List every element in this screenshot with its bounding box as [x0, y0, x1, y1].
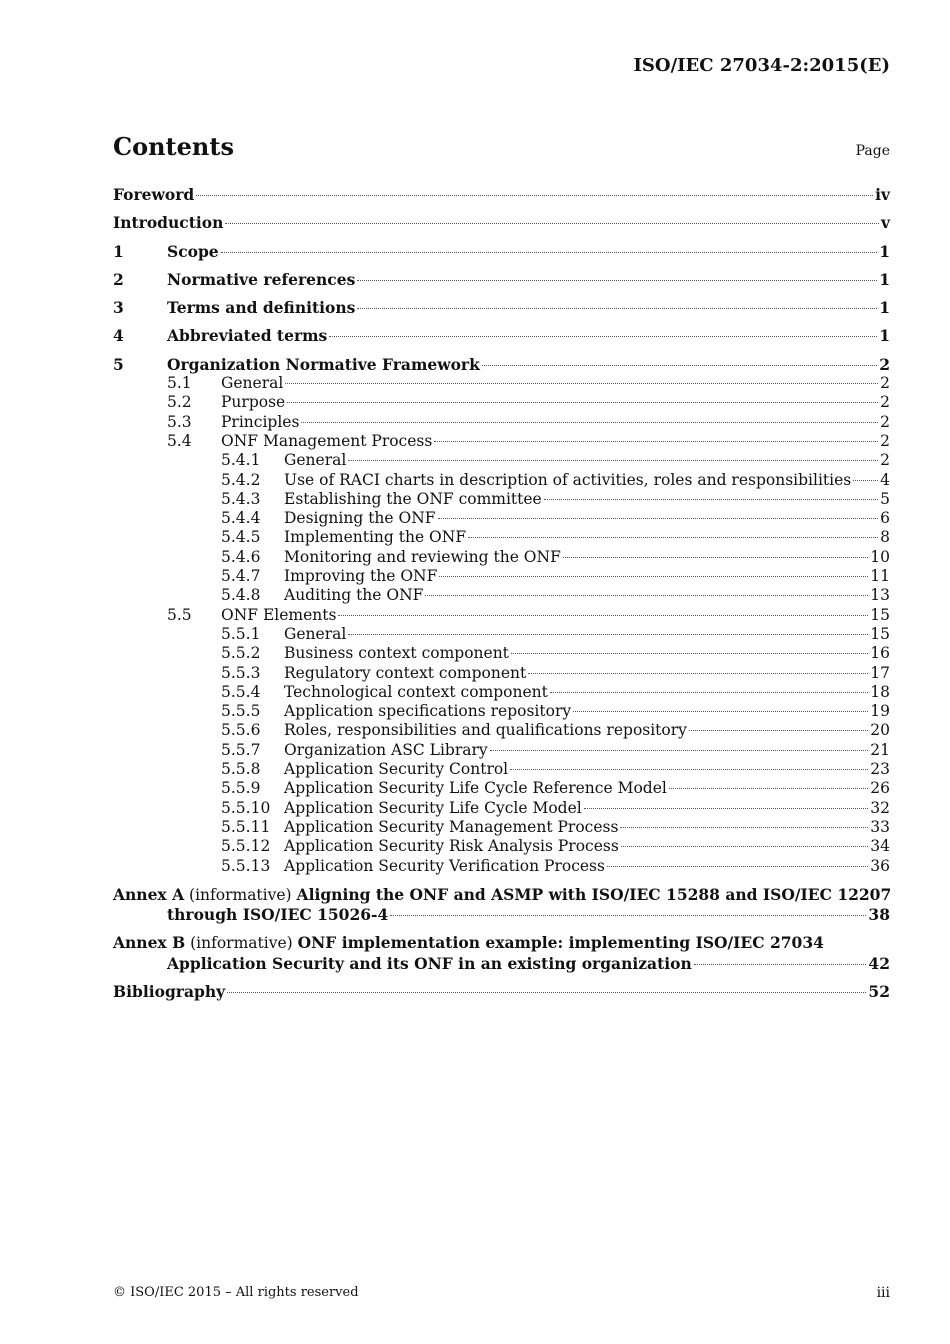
toc-entry-annex-a[interactable]: Annex A (informative) Aligning the ONF and ASMP with ISO/IEC 15288 and ISO/IEC 12207 through ISO/IEC 15026-4 38 [113, 884, 892, 925]
subclause-list [113, 374, 890, 876]
toc-entry-introduction[interactable]: Introduction v [113, 213, 890, 233]
toc-entry-5-5-5[interactable]: 5.5.5 Application specifications repository 19 [221, 702, 890, 721]
toc-entry-clause-4[interactable]: 4 Abbreviated terms 1 [113, 326, 890, 346]
table-of-contents [113, 185, 890, 1001]
toc-entry-5-5-8[interactable]: 5.5.8 Application Security Control 23 [221, 760, 890, 779]
toc-entry-clause-2[interactable]: 2 Normative references 1 [113, 269, 890, 289]
toc-entry-5-5-1[interactable]: 5.5.1 General 15 [221, 624, 890, 643]
toc-entry-5-5-3[interactable]: 5.5.3 Regulatory context component 17 [221, 663, 890, 682]
toc-entry-5-4-6[interactable]: 5.4.6 Monitoring and reviewing the ONF 10 [221, 547, 890, 566]
page-number: iii [876, 1285, 890, 1301]
contents-heading-row [113, 132, 890, 161]
toc-entry-5-5-10[interactable]: 5.5.10 Application Security Life Cycle Model 32 [221, 798, 890, 817]
toc-entry-5-5-12[interactable]: 5.5.12 Application Security Risk Analysis Process 34 [221, 837, 890, 856]
toc-entry-5-5-7[interactable]: 5.5.7 Organization ASC Library 21 [221, 740, 890, 759]
page-column-label: Page [855, 143, 890, 159]
toc-entry-clause-3[interactable]: 3 Terms and definitions 1 [113, 298, 890, 318]
toc-entry-annex-b[interactable]: Annex B (informative) ONF implementation example: implementing ISO/IEC 27034 Application Security and its ONF in an existing organization 42 [113, 933, 890, 973]
toc-entry-bibliography[interactable]: Bibliography 52 [113, 981, 890, 1001]
toc-entry-5-4-5[interactable]: 5.4.5 Implementing the ONF 8 [221, 528, 890, 547]
toc-entry-5-5-11[interactable]: 5.5.11 Application Security Management Process 33 [221, 817, 890, 836]
toc-entry-5-5-2[interactable]: 5.5.2 Business context component 16 [221, 644, 890, 663]
toc-entry-5-3[interactable]: 5.3 Principles 2 [167, 412, 890, 431]
page-title: Contents [113, 132, 234, 161]
copyright-footer: © ISO/IEC 2015 – All rights reserved [113, 1285, 359, 1300]
toc-entry-5-4[interactable]: 5.4 ONF Management Process 2 [167, 431, 890, 450]
toc-entry-5-5-6[interactable]: 5.5.6 Roles, responsibilities and qualifications repository 20 [221, 721, 890, 740]
toc-entry-5-4-1[interactable]: 5.4.1 General 2 [221, 451, 890, 470]
toc-entry-clause-5[interactable]: 5 Organization Normative Framework 2 [113, 354, 890, 374]
toc-entry-5-4-8[interactable]: 5.4.8 Auditing the ONF 13 [221, 586, 890, 605]
toc-entry-5-2[interactable]: 5.2 Purpose 2 [167, 393, 890, 412]
toc-entry-5-5-13[interactable]: 5.5.13 Application Security Verification Process 36 [221, 856, 890, 875]
toc-entry-5-4-7[interactable]: 5.4.7 Improving the ONF 11 [221, 567, 890, 586]
toc-entry-5-5-4[interactable]: 5.5.4 Technological context component 18 [221, 682, 890, 701]
toc-entry-foreword[interactable]: Foreword iv [113, 185, 890, 204]
toc-entry-5-5-9[interactable]: 5.5.9 Application Security Life Cycle Reference Model 26 [221, 779, 890, 798]
toc-entry-5-4-4[interactable]: 5.4.4 Designing the ONF 6 [221, 509, 890, 528]
toc-entry-5-5[interactable]: 5.5 ONF Elements 15 [167, 605, 890, 624]
document-id: ISO/IEC 27034-2:2015(E) [633, 55, 890, 76]
toc-entry-5-4-3[interactable]: 5.4.3 Establishing the ONF committee 5 [221, 489, 890, 508]
toc-entry-clause-1[interactable]: 1 Scope 1 [113, 241, 890, 261]
toc-entry-5-1[interactable]: 5.1 General 2 [167, 374, 890, 393]
toc-entry-5-4-2[interactable]: 5.4.2 Use of RACI charts in description of activities, roles and responsibilities 4 [221, 470, 890, 489]
